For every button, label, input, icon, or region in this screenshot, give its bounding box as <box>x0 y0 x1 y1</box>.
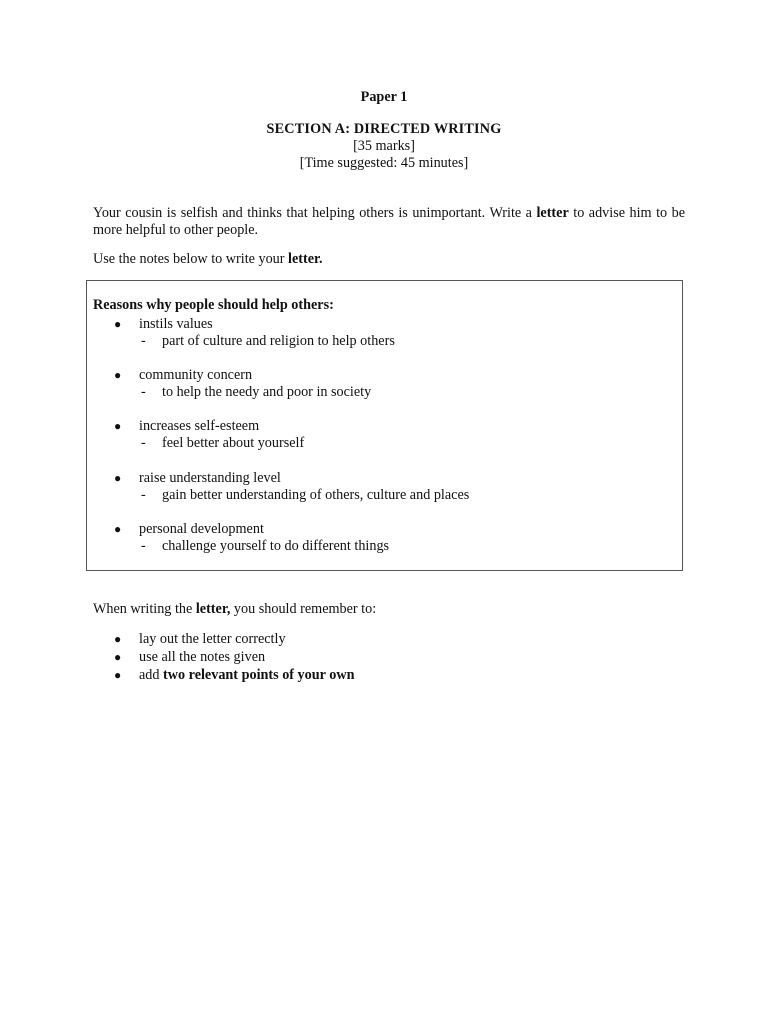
note-point-text: personal development <box>139 521 264 537</box>
task-text-bold: letter <box>536 205 569 221</box>
reminder-text <box>139 667 354 684</box>
time-suggested-label: [Time suggested: 45 minutes] <box>299 155 469 171</box>
reminder-text: lay out the letter correctly <box>139 631 286 647</box>
task-instruction <box>93 205 685 239</box>
remember-text-start: When writing the <box>93 601 196 617</box>
use-notes-instruction <box>93 251 323 268</box>
use-notes-text: Use the notes below to write your <box>93 251 289 267</box>
note-detail-text: part of culture and religion to help others <box>162 333 395 349</box>
bullet-icon: ● <box>114 650 122 664</box>
bullet-icon: ● <box>114 522 122 536</box>
bullet-icon: ● <box>114 368 122 382</box>
notes-heading: Reasons why people should help others: <box>93 297 334 313</box>
bullet-icon: ● <box>114 668 122 682</box>
dash-icon: - <box>141 538 146 554</box>
remember-text-bold: letter, <box>195 601 231 617</box>
remember-intro <box>93 601 376 618</box>
bullet-icon: ● <box>114 419 122 433</box>
bullet-icon: ● <box>114 632 122 646</box>
marks-label: [35 marks] <box>353 138 415 154</box>
note-detail-text: gain better understanding of others, culture and places <box>162 487 470 503</box>
note-point-text: instils values <box>139 316 213 332</box>
dash-icon: - <box>141 487 146 503</box>
note-point-text: community concern <box>139 367 253 383</box>
note-detail-text: challenge yourself to do different things <box>162 538 390 554</box>
dash-icon: - <box>141 384 146 400</box>
note-point-text: increases self-esteem <box>139 418 260 434</box>
note-detail-text: feel better about yourself <box>162 435 305 451</box>
reminder-text: use all the notes given <box>139 649 266 665</box>
note-detail-text: to help the needy and poor in society <box>162 384 372 400</box>
dash-icon: - <box>141 435 146 451</box>
note-point-text: raise understanding level <box>139 470 281 486</box>
section-title: SECTION A: DIRECTED WRITING <box>266 121 502 137</box>
reminder-text-bold: two relevant points of your own <box>163 667 355 683</box>
remember-text-end: you should remember to: <box>230 601 377 617</box>
task-text-start: Your cousin is selfish and thinks that helping others is unimportant. Write a <box>93 205 537 221</box>
reminder-text-prefix: add <box>139 667 164 683</box>
dash-icon: - <box>141 333 146 349</box>
task-text-end: to advise him to be more helpful to other people. <box>93 205 685 238</box>
bullet-icon: ● <box>114 471 122 485</box>
use-notes-bold: letter. <box>288 251 323 267</box>
paper-title: Paper 1 <box>360 89 408 105</box>
bullet-icon: ● <box>114 317 122 331</box>
